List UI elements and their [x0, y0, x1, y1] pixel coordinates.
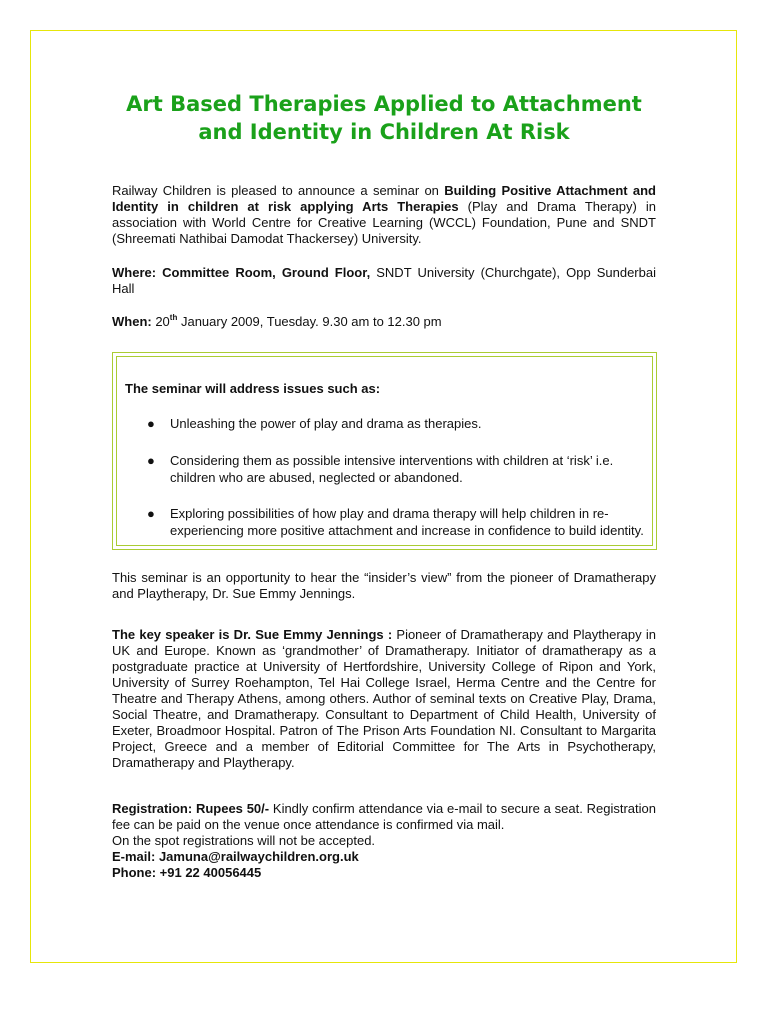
- registration-line: [112, 801, 656, 833]
- issues-heading: The seminar will address issues such as:: [125, 381, 381, 396]
- seminar-name: Building Positive Attachment and Identity in children at risk applying Arts Therapies: [112, 183, 656, 214]
- issues-box: [112, 352, 657, 550]
- bullet-icon: ●: [147, 506, 155, 521]
- issue-text: Exploring possibilities of how play and drama therapy will help children in re-experiencing more positive attachment and increase in confidence to build identity.: [170, 506, 644, 538]
- insider-paragraph: This seminar is an opportunity to hear the “insider’s view” from the pioneer of Dramatherapy and Playtherapy, Dr. Sue Emmy Jennings.: [112, 570, 656, 601]
- intro-paragraph: [112, 183, 656, 247]
- document-title: Art Based Therapies Applied to Attachment and Identity in Children At Risk: [126, 92, 642, 144]
- when-day-suffix: th: [169, 313, 178, 322]
- where-paragraph: [112, 265, 656, 297]
- where-label: Where: Committee Room, Ground Floor,: [112, 265, 371, 280]
- intro-text-start: Railway Children is pleased to announce a seminar on: [112, 183, 445, 198]
- bullet-icon: ●: [147, 453, 155, 468]
- issue-text: Considering them as possible intensive interventions with children at ‘risk’ i.e. children who are abused, neglected or abandoned.: [170, 453, 614, 485]
- bullet-icon: ●: [147, 416, 155, 431]
- speaker-bio: Pioneer of Dramatherapy and Playtherapy in UK and Europe. Known as ‘grandmother’ of Dramatherapy. Initiator of dramatherapy as a postgraduate practice at University of Hertfordshire, University College of Ripon and York, University of Surrey Roehampton, Tel Hai College Israel, Herma Centre and the Centre for Theatre and Therapy Athens, among others. Author of seminal texts on Creative Play, Drama, Social Theatre, and Dramatherapy. Consultant to Department of Child Health, University of Exeter, Broadmoor Hospital. Patron of The Prison Arts Foundation NI. Consultant to Margarita Project, Greece and a member of Editorial Committee for The Arts in Psychotherapy, Dramatherapy and Playtherapy.: [112, 627, 656, 770]
- spot-registration-note: On the spot registrations will not be accepted.: [112, 833, 376, 848]
- where-value: SNDT University (Churchgate), Opp Sunderbai Hall: [112, 265, 656, 296]
- intro-text-end: (Play and Drama Therapy) in association with World Centre for Creative Learning (WCCL) Foundation, Pune and SNDT (Shreemati Nathibai Damodat Thackersey) University.: [112, 199, 656, 246]
- issues-box-inner: [116, 356, 653, 546]
- when-label: When:: [112, 314, 152, 329]
- when-day: 20: [151, 314, 170, 329]
- speaker-label: The key speaker is Dr. Sue Emmy Jennings :: [112, 627, 393, 642]
- issue-text: Unleashing the power of play and drama as therapies.: [170, 416, 482, 431]
- when-paragraph: [112, 314, 656, 330]
- when-rest: January 2009, Tuesday. 9.30 am to 12.30 pm: [177, 314, 442, 329]
- registration-text: Kindly confirm attendance via e-mail to secure a seat. Registration fee can be paid on the venue once attendance is confirmed via mail.: [112, 801, 656, 832]
- registration-label: Registration: Rupees 50/-: [112, 801, 270, 816]
- registration-section: [112, 801, 656, 881]
- speaker-paragraph: [112, 627, 656, 771]
- phone-contact: Phone: +91 22 40056445: [112, 865, 262, 880]
- email-contact: E-mail: Jamuna@railwaychildren.org.uk: [112, 849, 359, 864]
